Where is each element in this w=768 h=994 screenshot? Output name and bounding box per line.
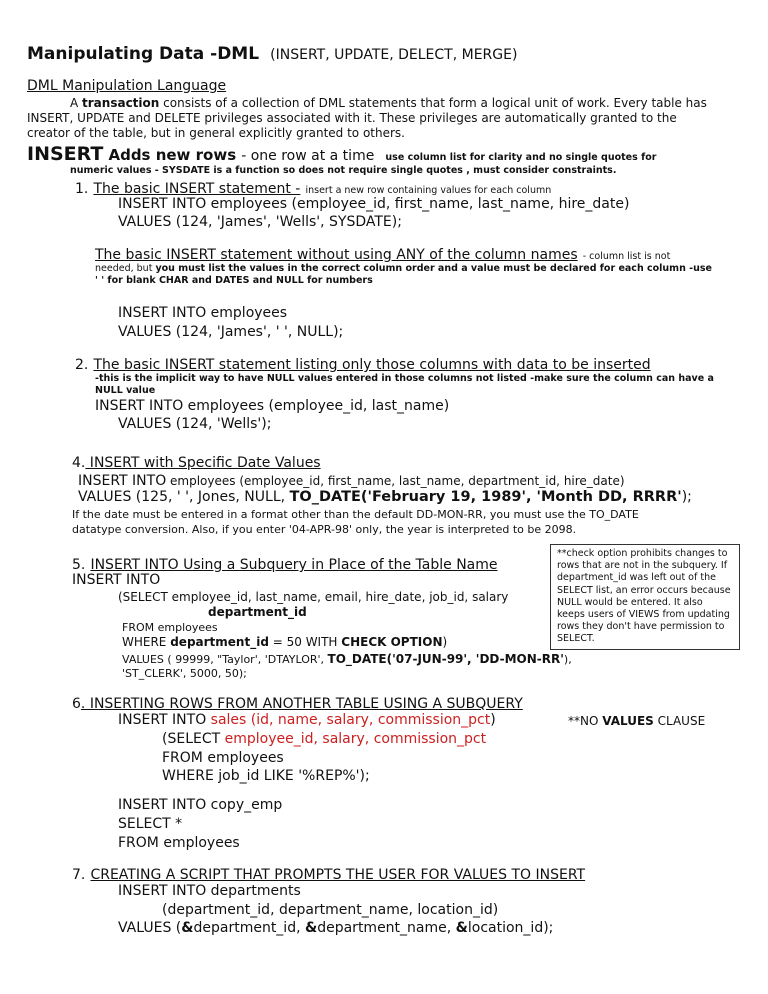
s5-code-6-bold: TO_DATE('07-JUN-99', 'DD-MON-RR' [327, 652, 564, 666]
s2-code-1: INSERT INTO employees (employee_id, last_name) [95, 398, 450, 414]
insert-heading [27, 143, 656, 165]
s7-code-2: (department_id, department_name, location_id) [162, 902, 499, 918]
s5-code-5-post: ) [442, 635, 448, 649]
intro-keyword-transaction: transaction [82, 96, 160, 110]
insert-tip-1: use column list for clarity and no single quotes for [385, 152, 657, 163]
s2-code-2: VALUES (124, 'Wells'); [118, 416, 272, 432]
s5-code-6-post: ), [563, 653, 572, 666]
s7-amp-3: & [455, 920, 468, 936]
check-option-note-box [550, 544, 740, 650]
s5-code-5-bold-1: department_id [170, 635, 269, 649]
section-6-header [72, 693, 523, 712]
section-4-number: 4. [72, 455, 86, 471]
s7-var-2: department_name, [317, 920, 456, 936]
page-title [27, 44, 517, 64]
s6-code-2-pre: (SELECT [162, 731, 225, 747]
s5-code-5 [122, 635, 447, 649]
intro-line-1 [70, 96, 707, 110]
s1-sub-header [95, 244, 670, 263]
s4-code-1 [78, 470, 625, 489]
s6-code-1-red: sales (id, name, salary, commission_pct [210, 712, 491, 728]
intro-line-1-post: consists of a collection of DML statements that form a logical unit of work. Every table has [159, 96, 707, 110]
section-2-title: The basic INSERT statement listing only those columns with data to be inserted [93, 357, 651, 373]
s7-code-1: INSERT INTO departments [118, 883, 301, 899]
s1-code-2: VALUES (124, 'James', 'Wells', SYSDATE); [118, 214, 402, 230]
check-option-note-text: **check option prohibits changes to rows that are not in the subquery. If department_id was left out of the SELECT list, an error occurs because NULL would be entered. It also keeps users of VIEWS from updating rows they don't have permission to SELECT. [557, 548, 731, 645]
s1-sub-title: The basic INSERT statement without using ANY of the column names [95, 247, 578, 263]
s1-sub-desc-2 [95, 263, 712, 274]
s5-code-2: (SELECT employee_id, last_name, email, hire_date, job_id, salary [118, 590, 509, 604]
s6-side-note-post: CLAUSE [653, 714, 706, 728]
section-4-title: INSERT with Specific Date Values [85, 455, 321, 471]
s4-code-2-post: ); [681, 489, 692, 505]
s1-sub-desc-3: ' ' for blank CHAR and DATES and NULL for numbers [95, 275, 373, 286]
section-2-header [75, 354, 651, 373]
s6-code-4: WHERE job_id LIKE '%REP%'); [162, 768, 370, 784]
section-1-title: The basic INSERT statement - [93, 181, 301, 197]
s6-side-note [568, 714, 705, 728]
s6-code-5: INSERT INTO copy_emp [118, 797, 283, 813]
section-5-title: INSERT INTO Using a Subquery in Place of the Table Name [90, 557, 498, 573]
section-1-desc: insert a new row containing values for each column [305, 185, 552, 196]
s5-code-7: 'ST_CLERK', 5000, 50); [122, 667, 247, 680]
s4-note-1: If the date must be entered in a format other than the default DD-MON-RR, you must use the TO_DATE [72, 508, 639, 521]
section-2-number: 2. [75, 357, 89, 373]
s5-code-1: INSERT INTO [72, 572, 161, 588]
s4-code-2-bold: TO_DATE('February 19, 1989', 'Month DD, RRRR' [289, 489, 682, 505]
insert-keyword: INSERT [27, 143, 104, 165]
s5-code-3: department_id [208, 605, 307, 619]
s4-code-1-post: employees (employee_id, first_name, last_name, department_id, hire_date) [166, 474, 625, 488]
s5-code-5-mid: = 50 WITH [268, 635, 342, 649]
s1-sub-desc-1: - column list is not [582, 251, 671, 262]
s5-code-6 [122, 652, 572, 666]
s4-note-2: datatype conversion. Also, if you enter '04-APR-98' only, the year is interpreted to be 2098. [72, 523, 577, 536]
s5-code-5-bold-2: CHECK OPTION [341, 635, 443, 649]
s1-sub-desc-2-pre: needed, but [95, 263, 156, 274]
s7-amp-2: & [305, 920, 318, 936]
s5-code-4: FROM employees [122, 621, 218, 634]
s2-desc-2: NULL value [95, 385, 156, 396]
s6-code-6: SELECT * [118, 816, 183, 832]
section-5-header [72, 554, 498, 573]
s1-code-1: INSERT INTO employees (employee_id, first_name, last_name, hire_date) [118, 196, 630, 212]
s2-desc-1: -this is the implicit way to have NULL values entered in those columns not listed -make sure the column can have a [95, 373, 714, 384]
s1-sub-desc-2-bold: you must list the values in the correct column order and a value must be declared for each column -use [155, 263, 712, 274]
s7-code-3-pre: VALUES ( [118, 920, 182, 936]
section-4-header [72, 452, 321, 471]
s1-code-4: VALUES (124, 'James', ' ', NULL); [118, 324, 344, 340]
section-5-number: 5. [72, 557, 86, 573]
s7-var-1: department_id, [193, 920, 305, 936]
section-7-title: CREATING A SCRIPT THAT PROMPTS THE USER FOR VALUES TO INSERT [90, 867, 586, 883]
section-7-header [72, 864, 585, 883]
insert-label: Adds new rows [108, 146, 237, 164]
s6-side-note-pre: **NO [568, 714, 603, 728]
s6-code-3: FROM employees [162, 750, 284, 766]
section-7-number: 7. [72, 867, 86, 883]
s6-code-7: FROM employees [118, 835, 240, 851]
s6-code-1 [118, 712, 496, 728]
s7-var-3: location_id); [467, 920, 554, 936]
section-6-number: 6 [72, 696, 81, 712]
insert-tip-2: numeric values - SYSDATE is a function so does not require single quotes , must consider constraints. [70, 165, 617, 176]
section-6-title: . INSERTING ROWS FROM ANOTHER TABLE USING A SUBQUERY [80, 696, 523, 712]
s6-side-note-bold: VALUES [602, 714, 654, 728]
s5-code-6-pre: VALUES ( 99999, "Taylor', 'DTAYLOR', [122, 653, 328, 666]
s4-code-2 [78, 489, 692, 505]
title-main: Manipulating Data -DML [27, 44, 260, 64]
intro-line-1-pre: A [70, 96, 83, 110]
intro-line-2: INSERT, UPDATE and DELETE privileges associated with it. These privileges are automatically granted to the [27, 111, 677, 125]
insert-note: - one row at a time [241, 148, 375, 164]
s6-code-2 [162, 731, 486, 747]
intro-line-3: creator of the table, but in general explicitly granted to others. [27, 126, 405, 140]
s6-code-1-post: ) [490, 712, 496, 728]
s7-code-3 [118, 920, 553, 936]
s1-code-3: INSERT INTO employees [118, 305, 288, 321]
s4-code-1-pre: INSERT INTO [78, 473, 167, 489]
section-1-header [75, 178, 551, 197]
s6-code-1-pre: INSERT INTO [118, 712, 211, 728]
s6-code-2-red: employee_id, salary, commission_pct [224, 731, 487, 747]
section-1-number: 1. [75, 181, 89, 197]
s4-code-2-pre: VALUES (125, ' ', Jones, NULL, [78, 489, 290, 505]
title-sub: (INSERT, UPDATE, DELECT, MERGE) [270, 47, 518, 63]
s5-code-5-pre: WHERE [122, 635, 171, 649]
s7-amp-1: & [181, 920, 194, 936]
intro-heading: DML Manipulation Language [27, 78, 227, 94]
